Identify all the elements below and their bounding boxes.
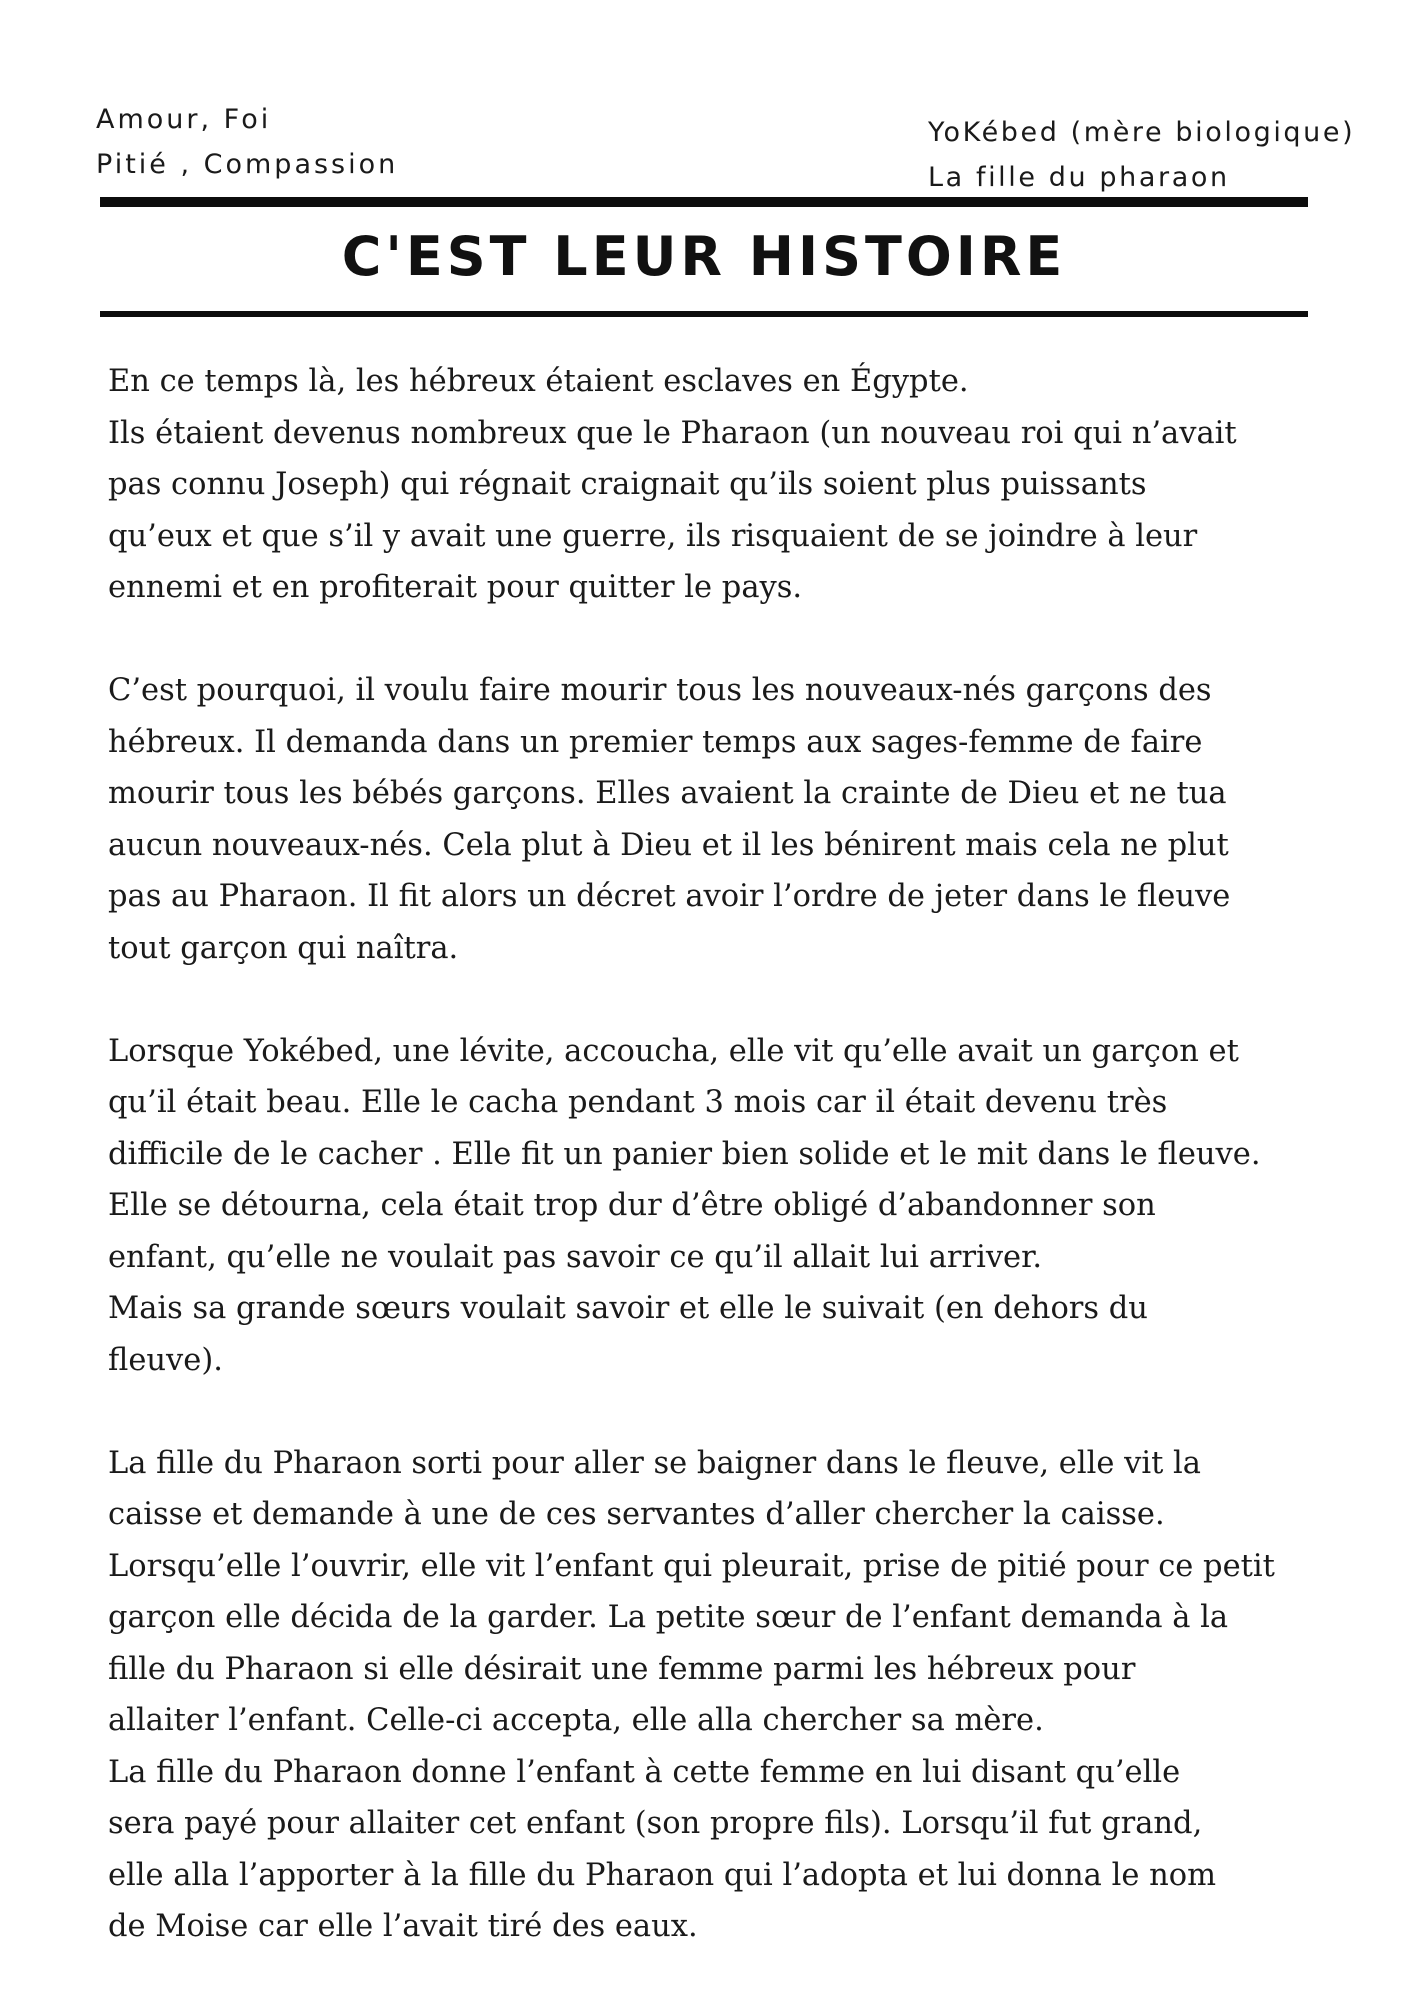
story-body [108,356,1338,2004]
page-title: C'EST LEUR HISTOIRE [341,225,1067,288]
text-line: difficile de le cacher . Elle fit un panier bien solide et le mit dans le fleuve. [108,1136,1261,1172]
text-line: de Moise car elle l’avait tiré des eaux. [108,1909,698,1944]
paragraph-3 [108,1026,1338,1387]
text-line: aucun nouveaux-nés. Cela plut à Dieu et il les bénirent mais cela ne plut [108,827,1229,863]
text-line: pas au Pharaon. Il fit alors un décret avoir l’ordre de jeter dans le fleuve [108,879,1231,914]
text-line: caisse et demande à une de ces servantes d’aller chercher la caisse. [108,1497,1165,1532]
text-line: Lorsqu’elle l’ouvrir, elle vit l’enfant qui pleurait, prise de pitié pour ce petit [108,1548,1275,1584]
characters-tag [928,110,1355,200]
text-line: enfant, qu’elle ne voulait pas savoir ce qu’il allait lui arriver. [108,1239,1043,1275]
text-line: En ce temps là, les hébreux étaient esclaves en Égypte. [108,364,969,399]
header-divider-thick [100,197,1308,207]
text-line: fille du Pharaon si elle désirait une femme parmi les hébreux pour [108,1651,1136,1687]
text-line: sera payé pour allaiter cet enfant (son propre fils). Lorsqu’il fut grand, [108,1806,1203,1841]
text-line: Mais sa grande sœurs voulait savoir et elle le suivait (en dehors du [108,1291,1148,1326]
text-line: Ils étaient devenus nombreux que le Pharaon (un nouveau roi qui n’avait [108,415,1237,451]
text-line: tout garçon qui naîtra. [108,930,459,966]
text-line: La fille du Pharaon sorti pour aller se baigner dans le fleuve, elle vit la [108,1445,1201,1481]
paragraph-4 [108,1438,1338,1953]
characters-line-1: YoKébed (mère biologique) [928,117,1356,148]
text-line: fleuve). [108,1342,223,1378]
themes-line-1: Amour, Foi [96,104,272,135]
text-line: qu’eux et que s’il y avait une guerre, ils risquaient de se joindre à leur [108,518,1198,554]
text-line: ennemi et en profiterait pour quitter le pays. [108,570,803,605]
text-line: C’est pourquoi, il voulu faire mourir tous les nouveaux-nés garçons des [108,673,1212,708]
text-line: Elle se détourna, cela était trop dur d’être obligé d’abandonner son [108,1188,1156,1223]
text-line: qu’il était beau. Elle le cacha pendant 3 mois car il était devenu très [108,1085,1168,1120]
text-line: La fille du Pharaon donne l’enfant à cette femme en lui disant qu’elle [108,1754,1181,1790]
header-divider-thin [100,311,1308,317]
text-line: hébreux. Il demanda dans un premier temps aux sages-femme de faire [108,724,1203,760]
themes-tag [96,97,398,187]
characters-line-2: La fille du pharaon [928,162,1230,193]
themes-line-2: Pitié , Compassion [96,149,399,180]
text-line: Lorsque Yokébed, une lévite, accoucha, elle vit qu’elle avait un garçon et [108,1033,1239,1069]
text-line: mourir tous les bébés garçons. Elles avaient la crainte de Dieu et ne tua [108,776,1227,811]
paragraph-1 [108,356,1338,614]
text-line: elle alla l’apporter à la fille du Pharaon qui l’adopta et lui donna le nom [108,1857,1216,1893]
text-line: garçon elle décida de la garder. La petite sœur de l’enfant demanda à la [108,1600,1229,1635]
text-line: pas connu Joseph) qui régnait craignait qu’ils soient plus puissants [108,467,1147,502]
paragraph-2 [108,665,1338,974]
text-line: allaiter l’enfant. Celle-ci accepta, elle alla chercher sa mère. [108,1703,1044,1738]
